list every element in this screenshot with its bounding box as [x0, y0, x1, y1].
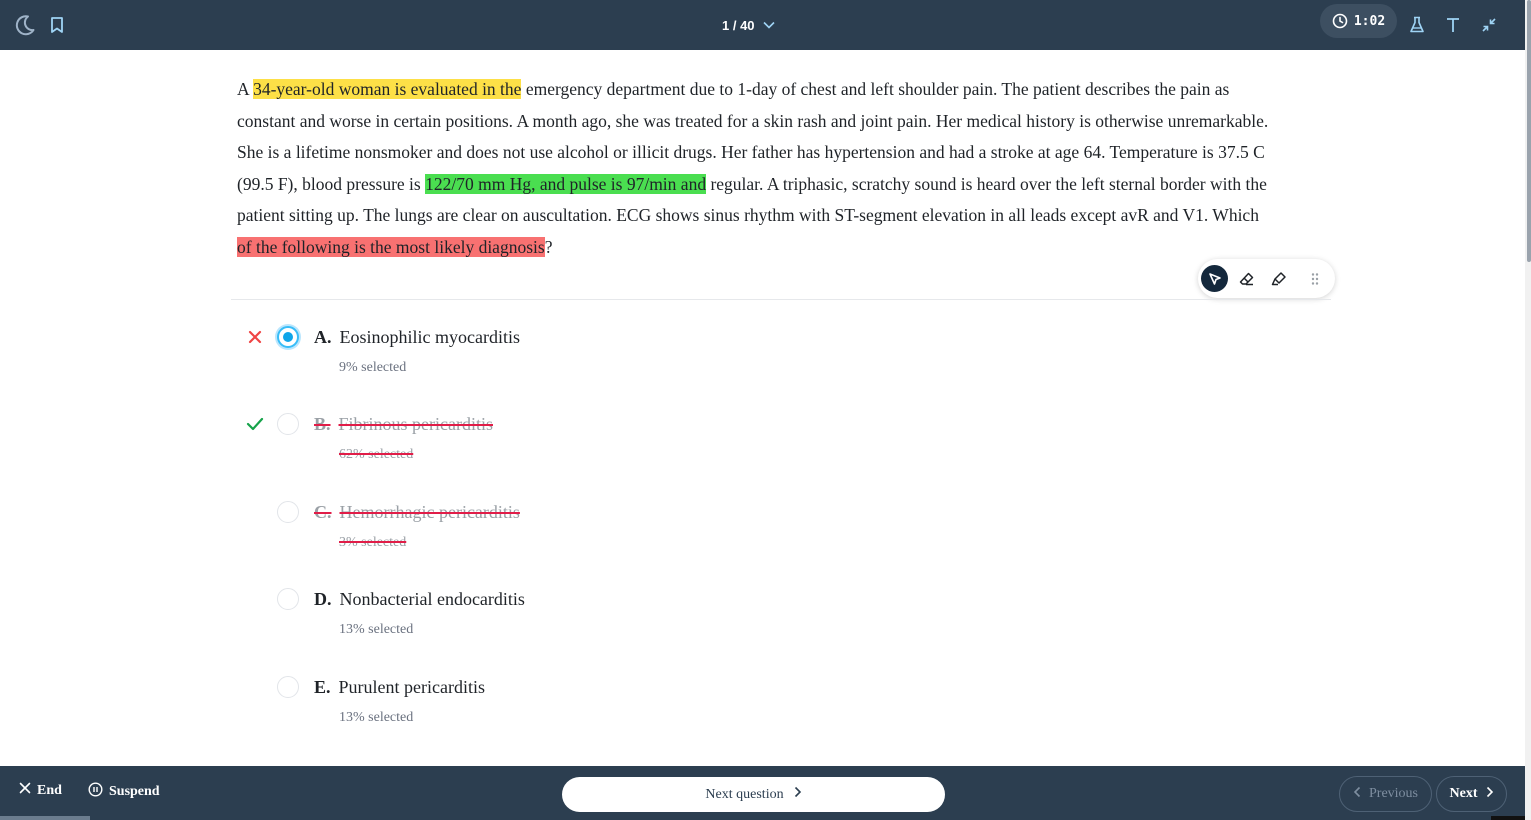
chevron-right-icon — [794, 786, 802, 803]
bottom-bar — [0, 766, 1525, 820]
choice-label — [314, 413, 493, 435]
answer-choice-e[interactable] — [240, 676, 940, 746]
next-button[interactable] — [1436, 776, 1507, 812]
choice-text: Nonbacterial endocarditis — [339, 589, 525, 609]
minimize-icon[interactable] — [1474, 10, 1504, 40]
correct-check-icon — [244, 413, 266, 435]
chevron-left-icon — [1353, 786, 1361, 803]
flask-icon[interactable] — [1402, 10, 1432, 40]
choice-letter: C. — [314, 502, 332, 522]
radio-button[interactable] — [277, 676, 299, 698]
selected-percentage: 9% selected — [339, 360, 407, 375]
choice-letter: E. — [314, 677, 331, 697]
next-label: Next — [1449, 786, 1478, 801]
radio-button[interactable] — [277, 326, 299, 348]
choice-text: Eosinophilic myocarditis — [339, 327, 520, 347]
drag-handle-icon[interactable] — [1301, 265, 1328, 292]
choice-label — [314, 676, 485, 698]
radio-button[interactable] — [277, 413, 299, 435]
pointer-icon[interactable] — [1201, 265, 1228, 292]
bookmark-icon[interactable] — [42, 10, 72, 40]
window-edge — [1491, 816, 1525, 820]
end-label: End — [37, 782, 62, 798]
text-size-icon[interactable] — [1438, 10, 1468, 40]
answer-choice-a[interactable] — [240, 326, 940, 396]
next-question-button[interactable] — [562, 777, 945, 812]
choice-letter: B. — [314, 414, 331, 434]
answer-choice-b[interactable] — [240, 413, 940, 483]
close-icon — [19, 782, 31, 799]
suspend-button[interactable] — [88, 782, 160, 802]
choice-letter: A. — [314, 327, 332, 347]
timer-value: 1:02 — [1353, 13, 1386, 29]
annotation-toolbar — [1198, 259, 1335, 298]
question-counter: 1 / 40 — [722, 17, 755, 33]
top-bar — [0, 0, 1525, 50]
moon-icon[interactable] — [10, 10, 40, 40]
divider — [231, 299, 1331, 300]
window-edge — [0, 816, 90, 820]
question-counter-dropdown[interactable] — [722, 12, 775, 38]
choice-text: Fibrinous pericarditis — [338, 414, 493, 434]
question-stem — [237, 74, 1277, 264]
highlighter-icon[interactable] — [1265, 265, 1292, 292]
previous-label: Previous — [1369, 786, 1418, 801]
choice-letter: D. — [314, 589, 332, 609]
choice-label — [314, 588, 525, 610]
highlight-red[interactable]: of the following is the most likely diagnosis — [237, 236, 545, 257]
choice-label — [314, 501, 520, 523]
highlight-green[interactable]: 122/70 mm Hg, and pulse is 97/min and — [425, 173, 707, 194]
stem-text: regular. A triphasic, scratchy sound is heard over the left sternal border with the patient sitting up. The lungs are clear on auscultation. ECG shows sinus rhythm with ST-segment elevation in all leads except avR and V1. Which — [237, 173, 1267, 226]
next-question-label: Next question — [705, 786, 784, 802]
scrollbar-thumb[interactable] — [1527, 0, 1531, 262]
choice-label — [314, 326, 520, 348]
choice-text: Purulent pericarditis — [338, 677, 485, 697]
highlight-yellow[interactable]: 34-year-old woman is evaluated in the — [253, 79, 522, 99]
choice-text: Hemorrhagic pericarditis — [339, 502, 520, 522]
answer-choice-d[interactable] — [240, 588, 940, 658]
stem-text: ? — [544, 236, 553, 257]
end-button[interactable] — [19, 782, 62, 799]
previous-button[interactable] — [1339, 776, 1432, 812]
selected-percentage: 13% selected — [339, 710, 414, 725]
selected-percentage: 13% selected — [339, 622, 414, 637]
pause-icon — [88, 782, 103, 802]
selected-percentage: 3% selected — [339, 535, 407, 550]
radio-button[interactable] — [277, 501, 299, 523]
stem-text: emergency department due to 1-day of chest and left shoulder pain. The patient describes the pain as constant and worse in certain positions. A month ago, she was treated for a skin rash and joint pain. Her medical history is otherwise unremarkable. She is a lifetime nonsmoker and does not use alcohol or illicit drugs. Her father has hypertension and had a stroke at age 64. Temperature is 37.5 C (99.5 F), blood pressure is — [237, 79, 1269, 194]
radio-button[interactable] — [277, 588, 299, 610]
chevron-down-icon — [763, 21, 775, 29]
chevron-right-icon — [1486, 786, 1494, 803]
suspend-label: Suspend — [109, 784, 160, 799]
eraser-icon[interactable] — [1233, 265, 1260, 292]
incorrect-x-icon — [244, 326, 266, 348]
stem-text: A — [237, 79, 254, 99]
answer-choice-c[interactable] — [240, 501, 940, 571]
timer[interactable] — [1320, 4, 1397, 38]
clock-icon — [1332, 13, 1348, 29]
selected-percentage: 62% selected — [339, 447, 414, 462]
